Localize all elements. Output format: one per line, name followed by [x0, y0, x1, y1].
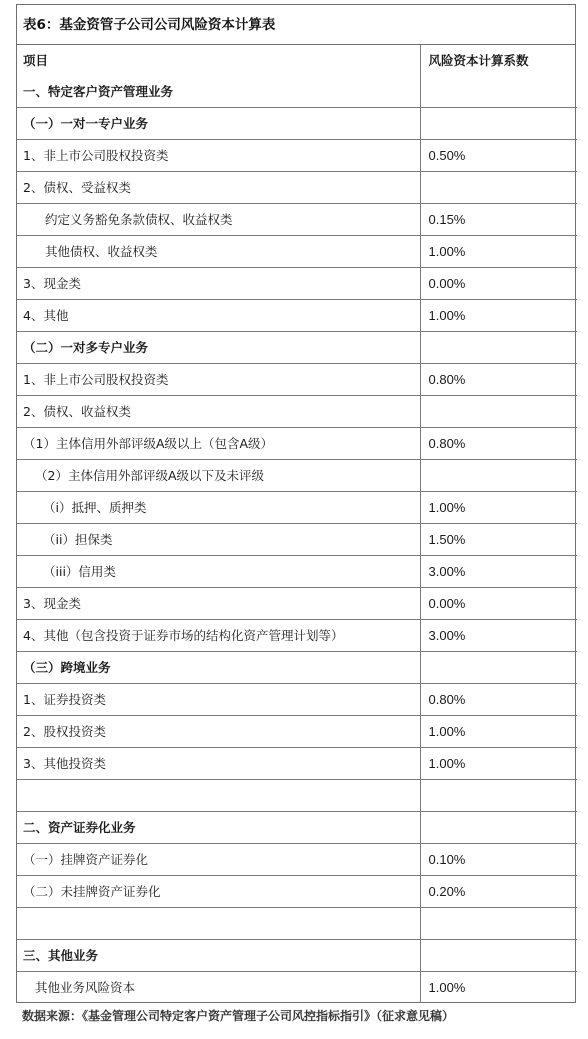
table-row: [17, 171, 577, 203]
coefficient-cell: 3.00%: [420, 555, 577, 587]
table-row: [17, 939, 577, 971]
item-cell: （一）一对一专户业务: [17, 107, 420, 139]
coefficient-cell: 0.10%: [420, 843, 577, 875]
table-row: [17, 843, 577, 875]
coefficient-cell: 3.00%: [420, 619, 577, 651]
coefficient-cell: 0.15%: [420, 203, 577, 235]
coefficient-cell: 1.00%: [420, 491, 577, 523]
coefficient-cell: [420, 811, 577, 843]
coefficient-cell: 1.50%: [420, 523, 577, 555]
table-row: [17, 619, 577, 651]
column-header-item: 项目: [17, 45, 420, 75]
coefficient-cell: 1.00%: [428, 979, 466, 995]
item-cell: （1）主体信用外部评级A级以上（包含A级）: [17, 427, 420, 459]
item-cell: 3、现金类: [17, 267, 420, 299]
table-row: [17, 715, 577, 747]
coefficient-cell: 1.00%: [420, 715, 577, 747]
coefficient-cell: [420, 459, 577, 491]
coefficient-cell: 1.00%: [420, 299, 577, 331]
table-row: [17, 683, 577, 715]
table-row: [17, 299, 577, 331]
item-cell: 三、其他业务: [17, 939, 420, 971]
data-source-note: 数据来源：《基金管理公司特定客户资产管理子公司风控指标指引》（征求意见稿）: [22, 1009, 455, 1023]
item-cell: （三）跨境业务: [17, 651, 420, 683]
coefficient-cell: [420, 107, 577, 139]
item-cell: 2、债权、收益权类: [17, 395, 420, 427]
table-row: [17, 395, 577, 427]
column-header-coefficient: 风险资本计算系数: [428, 53, 529, 68]
table-row: [17, 523, 577, 555]
item-cell: （二）未挂牌资产证券化: [17, 875, 420, 907]
table-row: [17, 811, 577, 843]
item-cell: （ii）担保类: [17, 523, 420, 555]
coefficient-cell: [420, 331, 577, 363]
item-cell: （i）抵押、质押类: [17, 491, 420, 523]
coefficient-cell: [420, 779, 577, 811]
item-cell: 3、现金类: [17, 587, 420, 619]
coefficient-cell: 0.50%: [420, 139, 577, 171]
coefficient-cell: [420, 907, 577, 939]
coefficient-cell: 1.00%: [420, 235, 577, 267]
table-row: [17, 331, 577, 363]
item-cell: （iii）信用类: [17, 555, 420, 587]
item-cell: 二、资产证券化业务: [17, 811, 420, 843]
table-row: [17, 555, 577, 587]
item-cell: 4、其他: [17, 299, 420, 331]
coefficient-cell: 0.20%: [420, 875, 577, 907]
coefficient-cell: 1.00%: [420, 747, 577, 779]
coefficient-cell: 0.00%: [420, 587, 577, 619]
item-cell: （一）挂牌资产证券化: [17, 843, 420, 875]
table-row: [17, 107, 577, 139]
item-cell: 2、债权、受益权类: [17, 171, 420, 203]
table-row: [17, 235, 577, 267]
coefficient-cell: 0.80%: [420, 427, 577, 459]
table-frame: [16, 4, 576, 1003]
header-row: [17, 45, 577, 75]
item-cell: [17, 907, 420, 939]
table-row: [17, 267, 577, 299]
table-row: [17, 587, 577, 619]
item-cell: 1、证券投资类: [17, 683, 420, 715]
coefficient-cell: 0.00%: [420, 267, 577, 299]
item-cell: 1、非上市公司股权投资类: [17, 363, 420, 395]
table-row: [17, 779, 577, 811]
coefficient-cell: [420, 75, 577, 107]
item-cell: （二）一对多专户业务: [17, 331, 420, 363]
table-row: [17, 971, 577, 1003]
table-title: 表6：基金资管子公司公司风险资本计算表: [17, 5, 575, 45]
item-cell: 4、其他（包含投资于证券市场的结构化资产管理计划等）: [17, 619, 420, 651]
coefficient-cell: [420, 171, 577, 203]
table-row: [17, 363, 577, 395]
table-row: [17, 139, 577, 171]
item-cell: 其他债权、收益权类: [17, 235, 420, 267]
item-cell: 1、非上市公司股权投资类: [17, 139, 420, 171]
table-row: [17, 747, 577, 779]
table-row: [17, 75, 577, 107]
table-row: [17, 203, 577, 235]
table-row: [17, 491, 577, 523]
table-row: [17, 651, 577, 683]
item-cell: [17, 779, 420, 811]
coefficient-cell: 0.80%: [420, 363, 577, 395]
item-cell: 3、其他投资类: [17, 747, 420, 779]
coefficient-cell: [420, 395, 577, 427]
coefficient-cell: [420, 651, 577, 683]
item-cell: （2）主体信用外部评级A级以下及未评级: [17, 459, 420, 491]
item-cell: 2、股权投资类: [17, 715, 420, 747]
item-cell: 约定义务豁免条款债权、收益权类: [17, 203, 420, 235]
table-row: [17, 875, 577, 907]
coefficient-cell: [420, 939, 577, 971]
coefficient-cell: 0.80%: [420, 683, 577, 715]
table-row: [17, 427, 577, 459]
table-row: [17, 459, 577, 491]
table-row: [17, 907, 577, 939]
item-cell: 一、特定客户资产管理业务: [17, 75, 420, 107]
risk-capital-table: [17, 45, 577, 1003]
item-cell: 其他业务风险资本: [17, 971, 420, 1003]
